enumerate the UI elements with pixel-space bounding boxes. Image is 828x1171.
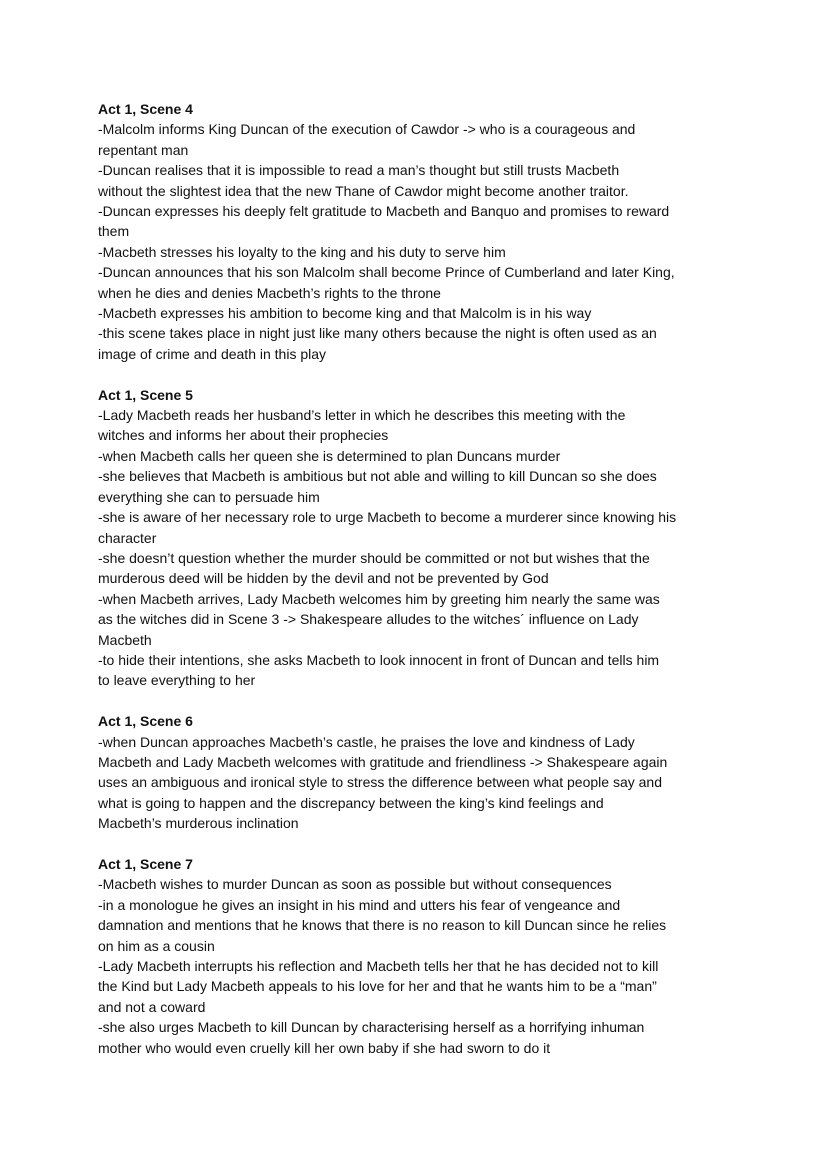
- text-line: uses an ambiguous and ironical style to stress the difference between what people say and: [98, 774, 662, 791]
- text-line: -Malcolm informs King Duncan of the execution of Cawdor -> who is a courageous and: [98, 121, 636, 138]
- text-line: to leave everything to her: [98, 672, 256, 689]
- text-line: -in a monologue he gives an insight in his mind and utters his fear of vengeance and: [98, 896, 621, 913]
- text-line: -when Macbeth calls her queen she is determined to plan Duncans murder: [98, 447, 561, 464]
- text-line: and not a coward: [98, 998, 206, 1015]
- text-line: Macbeth: [98, 631, 152, 648]
- text-line: on him as a cousin: [98, 937, 215, 954]
- text-line: damnation and mentions that he knows that there is no reason to kill Duncan since he relies: [98, 917, 667, 934]
- text-line: -Lady Macbeth reads her husband’s letter in which he describes this meeting with the: [98, 407, 626, 424]
- text-line: what is going to happen and the discrepancy between the king’s kind feelings and: [98, 794, 604, 811]
- text-line: them: [98, 223, 130, 240]
- text-line: when he dies and denies Macbeth’s rights to the throne: [98, 284, 441, 301]
- text-line: -when Duncan approaches Macbeth’s castle, he praises the love and kindness of Lady: [98, 733, 635, 750]
- text-line: -Macbeth stresses his loyalty to the king and his duty to serve him: [98, 243, 506, 260]
- text-line: Macbeth and Lady Macbeth welcomes with gratitude and friendliness -> Shakespeare again: [98, 753, 668, 770]
- text-line: everything she can to persuade him: [98, 488, 320, 505]
- section-scene-7: [98, 854, 738, 1058]
- text-line: as the witches did in Scene 3 -> Shakespeare alludes to the witches´ influence on Lady: [98, 611, 639, 628]
- text-line: -she also urges Macbeth to kill Duncan by characterising herself as a horrifying inhuman: [98, 1019, 645, 1036]
- section-scene-4: [98, 99, 738, 364]
- text-line: -Lady Macbeth interrupts his reflection and Macbeth tells her that he has decided not to kill: [98, 958, 659, 975]
- section-heading: Act 1, Scene 4: [98, 101, 193, 117]
- text-line: -this scene takes place in night just like many others because the night is often used as an: [98, 325, 657, 342]
- text-line: witches and informs her about their prophecies: [98, 427, 389, 444]
- text-line: -Duncan announces that his son Malcolm shall become Prince of Cumberland and later King,: [98, 264, 675, 281]
- document-page: [98, 99, 738, 1078]
- text-line: character: [98, 529, 157, 546]
- section-heading: Act 1, Scene 7: [98, 855, 193, 872]
- text-line: -she doesn’t question whether the murder should be committed or not but wishes that the: [98, 549, 650, 566]
- section-heading: Act 1, Scene 6: [98, 713, 193, 730]
- text-line: -Duncan realises that it is impossible to read a man’s thought but still trusts Macbeth: [98, 162, 620, 179]
- section-heading: Act 1, Scene 5: [98, 386, 193, 403]
- text-line: -Macbeth expresses his ambition to become king and that Malcolm is in his way: [98, 305, 592, 322]
- text-line: Macbeth’s murderous inclination: [98, 815, 299, 832]
- text-line: -when Macbeth arrives, Lady Macbeth welcomes him by greeting him nearly the same was: [98, 590, 660, 607]
- text-line: image of crime and death in this play: [98, 345, 327, 362]
- text-line: the Kind but Lady Macbeth appeals to his love for her and that he wants him to be a “man”: [98, 978, 657, 995]
- text-line: -she believes that Macbeth is ambitious but not able and willing to kill Duncan so she does: [98, 468, 657, 485]
- text-line: murderous deed will be hidden by the devil and not be prevented by God: [98, 570, 549, 587]
- text-line: -she is aware of her necessary role to urge Macbeth to become a murderer since knowing his: [98, 509, 677, 526]
- text-line: -Duncan expresses his deeply felt gratitude to Macbeth and Banquo and promises to reward: [98, 203, 670, 220]
- text-line: -to hide their intentions, she asks Macbeth to look innocent in front of Duncan and tells him: [98, 651, 660, 668]
- section-scene-5: [98, 385, 738, 691]
- text-line: -Macbeth wishes to murder Duncan as soon as possible but without consequences: [98, 876, 612, 893]
- text-line: mother who would even cruelly kill her own baby if she had sworn to do it: [98, 1039, 551, 1056]
- section-scene-6: [98, 711, 738, 833]
- text-line: without the slightest idea that the new Thane of Cawdor might become another traitor.: [98, 182, 629, 199]
- text-line: repentant man: [98, 141, 189, 158]
